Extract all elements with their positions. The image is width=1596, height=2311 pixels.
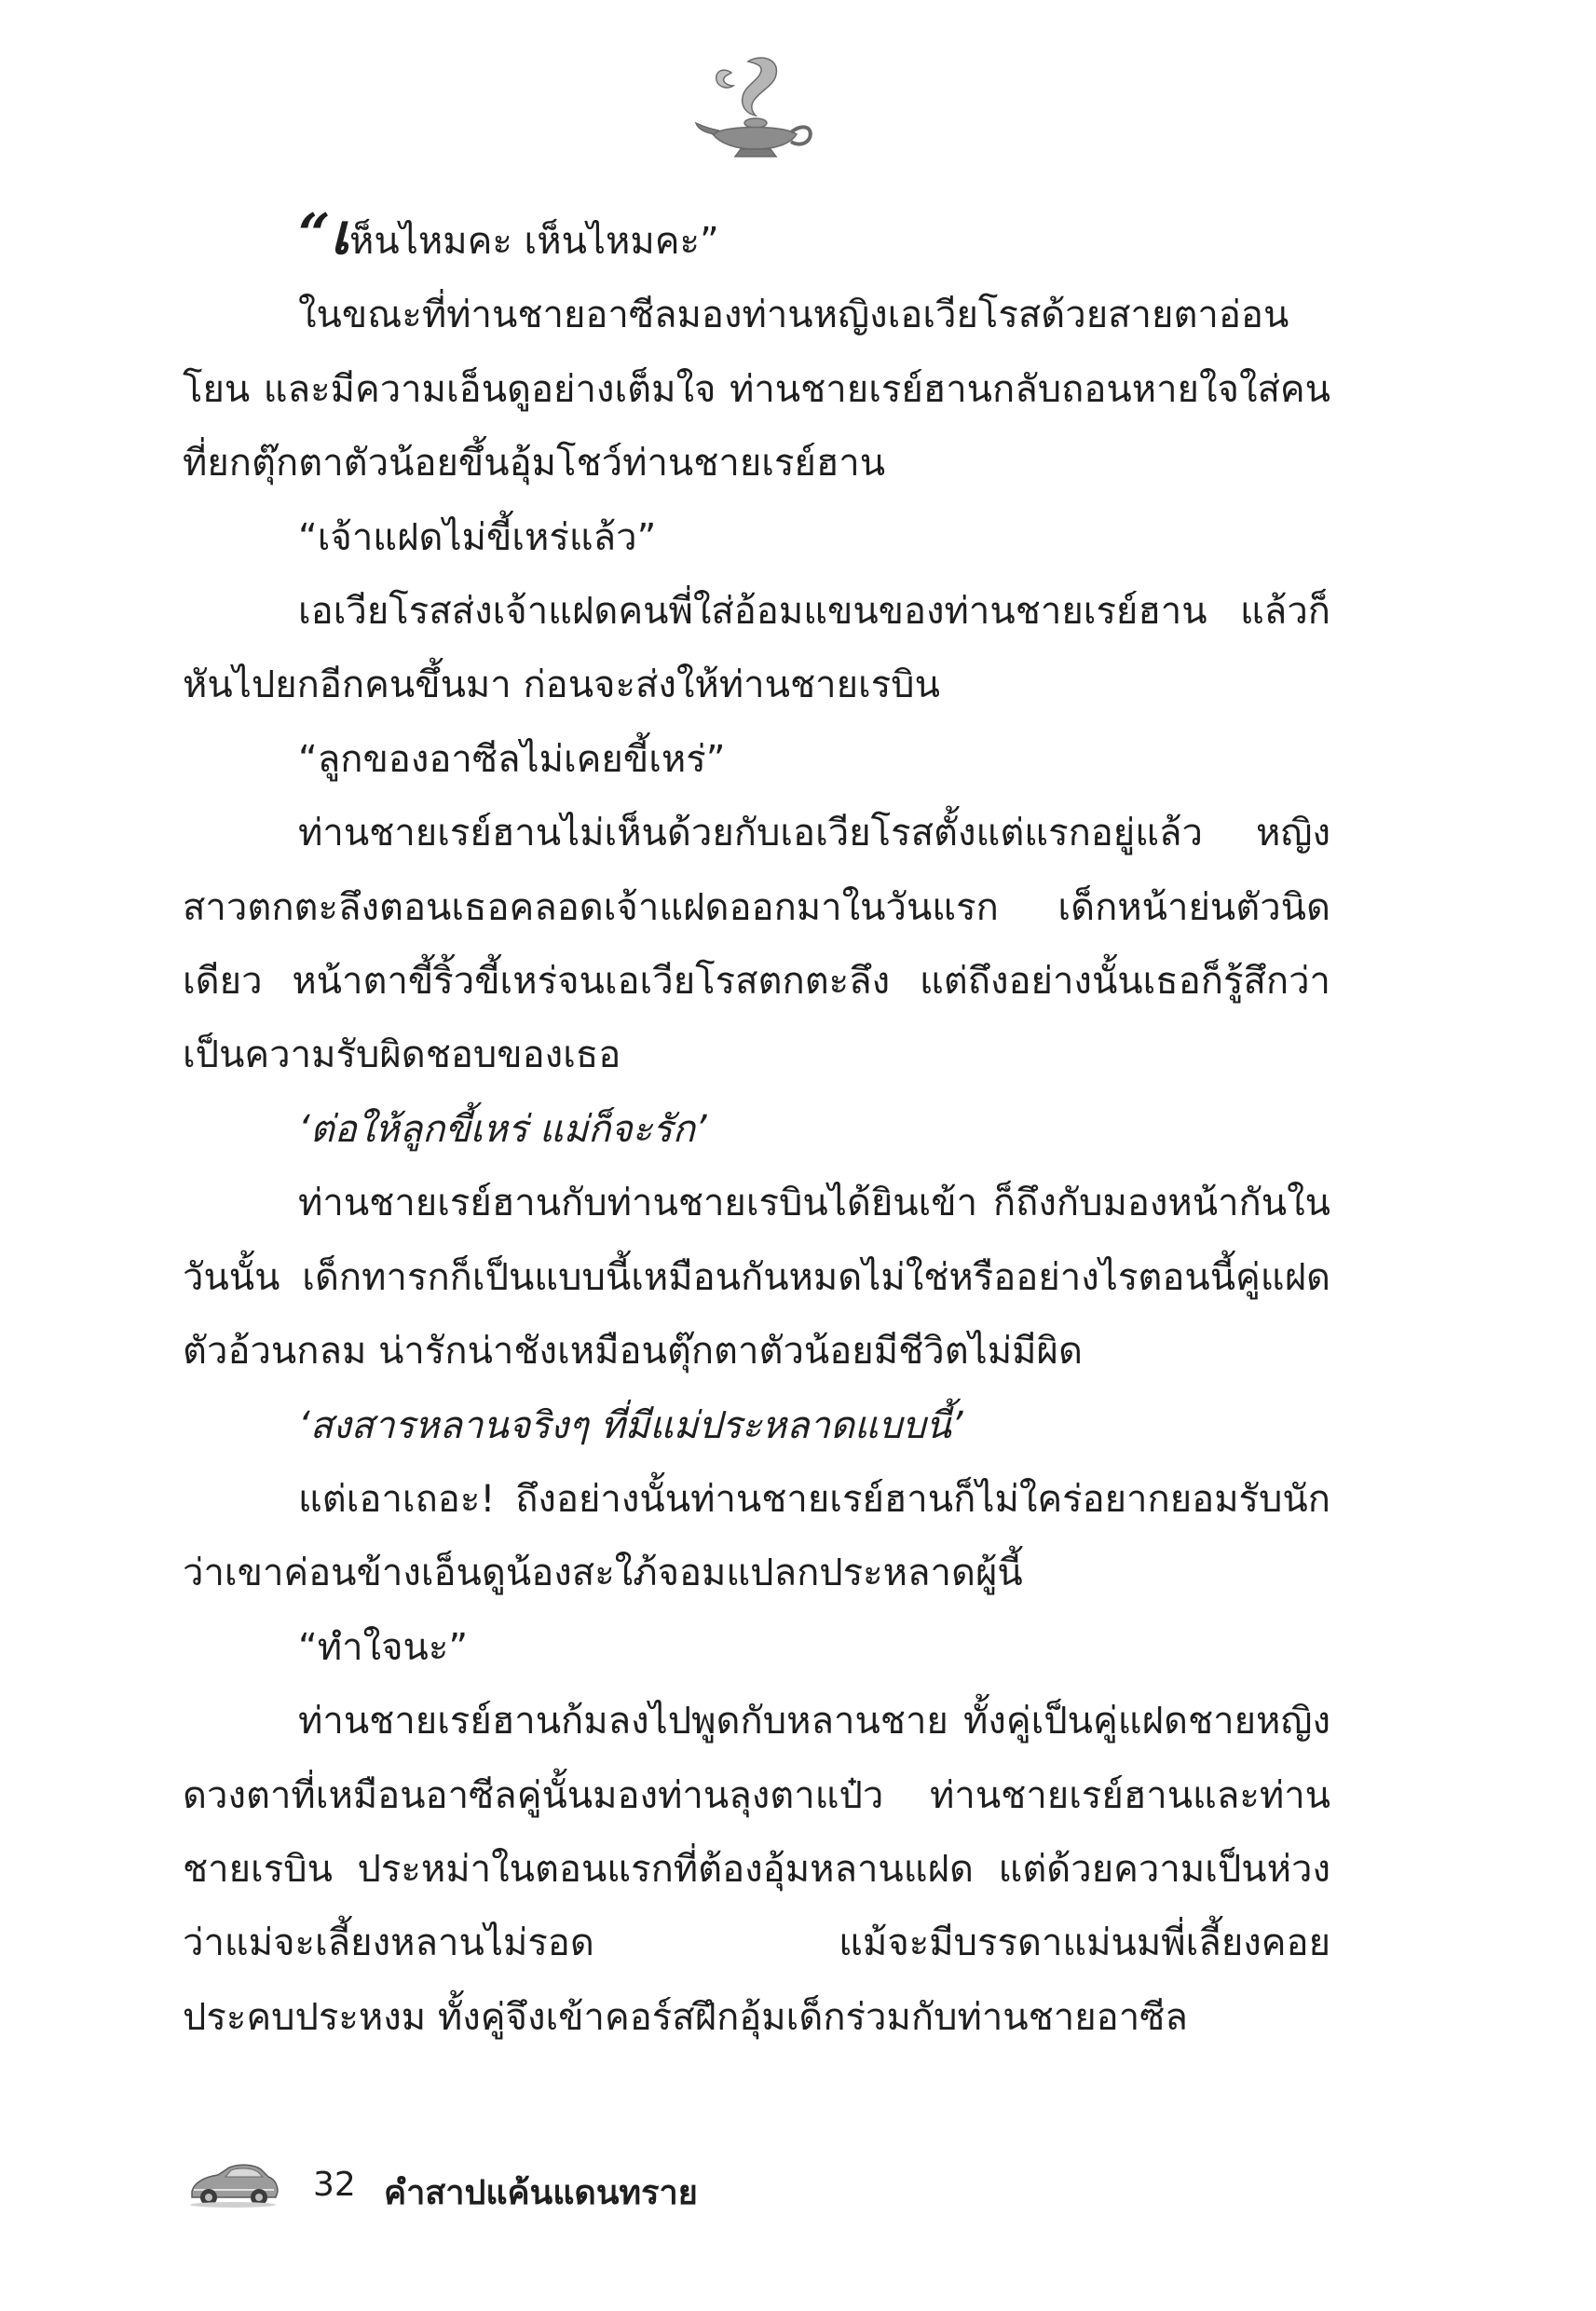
car-icon: [186, 2160, 280, 2208]
paragraph-10: แต่เอาเถอะ! ถึงอย่างนั้นท่านชายเรย์ฮานก็ไม่ใคร่อยากยอมรับนักว่าเขาค่อนข้างเอ็นดูน้องสะใภ้จอมแปลกประหลาดผู้นี้: [183, 1477, 1330, 1595]
paragraph-9: ‘สงสารหลานจริงๆ ที่มีแม่ประหลาดแบบนี้’: [298, 1403, 963, 1447]
paragraph-8: ท่านชายเรย์ฮานกับท่านชายเรบินได้ยินเข้า ก็ถึงกับมองหน้ากันในวันนั้น เด็กทารกก็เป็นแบบนี้เหมือนกันหมดไม่ใช่หรืออย่างไรตอนนี้คู่แฝดตัวอ้วนกลม น่ารักน่าชังเหมือนตุ๊กตาตัวน้อยมีชีวิตไม่มีผิด: [183, 1182, 1330, 1374]
book-title: คำสาปแค้นแดนทราย: [384, 2174, 698, 2212]
genie-lamp-ornament-icon: [694, 54, 815, 166]
paragraph-11: “ทำใจนะ”: [298, 1625, 469, 1669]
paragraph-12: ท่านชายเรย์ฮานก้มลงไปพูดกับหลานชาย ทั้งคู่เป็นคู่แฝดชายหญิง ดวงตาที่เหมือนอาซีลคู่นั้นมองท่านลุงตาแป๋ว ท่านชายเรย์ฮานและท่านชายเรบิน ประหม่าในตอนแรกที่ต้องอุ้มหลานแฝด แต่ด้วยความเป็นห่วงว่าแม่จะเลี้ยงหลานไม่รอด แม้จะมีบรรดาแม่นมพี่เลี้ยงคอยประคบประหงม ทั้งคู่จึงเข้าคอร์สฝึกอุ้มเด็กร่วมกับท่านชายอาซีล: [183, 1700, 1330, 2039]
paragraph-2: ในขณะที่ท่านชายอาซีลมองท่านหญิงเอเวียโรสด้วยสายตาอ่อนโยน และมีความเอ็นดูอย่างเต็มใจ ท่านชายเรย์ฮานกลับถอนหายใจใส่คนที่ยกตุ๊กตาตัวน้อยขึ้นอุ้มโชว์ท่านชายเรย์ฮาน: [183, 294, 1330, 485]
paragraph-3: “เจ้าแฝดไม่ขี้เหร่แล้ว”: [298, 515, 657, 559]
paragraph-7: ‘ต่อให้ลูกขี้เหร่ แม่ก็จะรัก’: [298, 1107, 707, 1151]
paragraph-1: [183, 202, 1330, 279]
paragraph-4: เอเวียโรสส่งเจ้าแฝดคนพี่ใส่อ้อมแขนของท่านชายเรย์ฮาน แล้วก็หันไปยกอีกคนขึ้นมา ก่อนจะส่งให้ท่านชายเรบิน: [183, 590, 1330, 707]
page-footer: [186, 2160, 1025, 2216]
paragraph-1-text: ห็นไหมคะ เห็นไหมคะ”: [349, 220, 719, 263]
body-text: [183, 202, 1330, 2055]
paragraph-5: “ลูกของอาซีลไม่เคยขี้เหร่”: [298, 737, 726, 781]
drop-cap: “เ: [298, 202, 350, 267]
paragraph-6: ท่านชายเรย์ฮานไม่เห็นด้วยกับเอเวียโรสตั้งแต่แรกอยู่แล้ว หญิงสาวตกตะลึงตอนเธอคลอดเจ้าแฝดออกมาในวันแรก เด็กหน้าย่นตัวนิดเดียว หน้าตาขี้ริ้วขี้เหร่จนเอเวียโรสตกตะลึง แต่ถึงอย่างนั้นเธอก็รู้สึกว่าเป็นความรับผิดชอบของเธอ: [183, 812, 1330, 1077]
page-number: 32: [313, 2166, 356, 2204]
